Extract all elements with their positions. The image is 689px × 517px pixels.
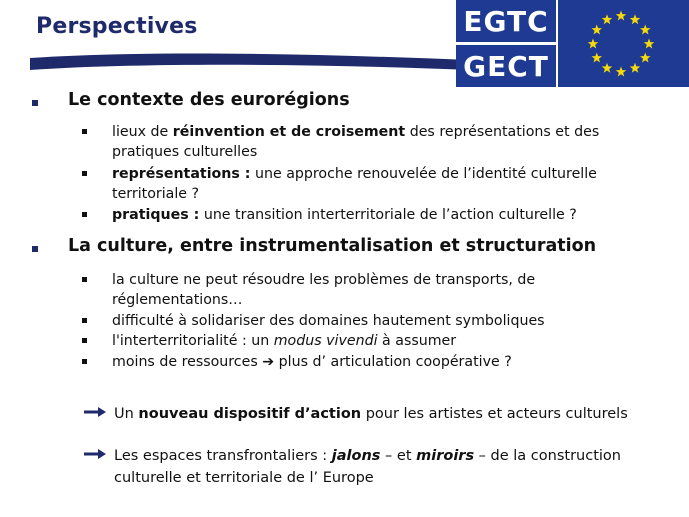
bullet-item [82, 205, 672, 225]
bullet-text: l'interterritorialité : un modus vivendi à assumer [112, 333, 457, 349]
square-bullet-icon [82, 359, 87, 364]
conclusion-item [84, 445, 674, 489]
eu-star-icon [588, 39, 598, 49]
square-bullet-icon [32, 246, 38, 252]
bullet-item [82, 352, 672, 372]
bullet-text: la culture ne peut résoudre les problèmes de transports, de réglementations… [112, 272, 536, 308]
square-bullet-icon [32, 100, 38, 106]
bullet-item [82, 122, 672, 162]
eu-star-icon [616, 67, 626, 77]
eu-star-icon [602, 63, 612, 73]
right-arrow-icon: ➔ [262, 354, 275, 370]
bullet-text: lieux de réinvention et de croisement des représentations et des pratiques culturelles [112, 124, 600, 160]
bullet-item [82, 331, 672, 351]
arrow-right-icon [84, 447, 106, 461]
eu-star-icon [616, 11, 626, 21]
eu-star-icon [592, 53, 602, 63]
square-bullet-icon [82, 318, 87, 323]
bullet-text: représentations : une approche renouvelée de l’identité culturelle territoriale ? [112, 166, 597, 202]
bullet-text: pratiques : une transition interterritoriale de l’action culturelle ? [112, 207, 577, 223]
section-heading-text: La culture, entre instrumentalisation et structuration [68, 236, 597, 256]
section-heading-contexte [32, 90, 350, 110]
bullet-item [82, 164, 672, 204]
conclusion-text: Un nouveau dispositif d’action pour les artistes et acteurs culturels [114, 406, 628, 422]
eu-star-icon [592, 25, 602, 35]
conclusion-text: Les espaces transfrontaliers : jalons – et miroirs – de la construction culturelle et territoriale de l’ Europe [114, 448, 621, 486]
logo-egtc-text: EGTC [456, 0, 556, 42]
square-bullet-icon [82, 212, 87, 217]
bullet-item [82, 270, 672, 310]
eu-star-icon [630, 14, 640, 24]
egtc-logo [456, 0, 689, 87]
square-bullet-icon [82, 277, 87, 282]
square-bullet-icon [82, 129, 87, 134]
eu-star-icon [640, 25, 650, 35]
bullet-text: difficulté à solidariser des domaines hautement symboliques [112, 313, 545, 329]
square-bullet-icon [82, 338, 87, 343]
section-heading-text: Le contexte des eurorégions [68, 90, 350, 110]
square-bullet-icon [82, 171, 87, 176]
eu-star-icon [640, 53, 650, 63]
logo-gect-text: GECT [456, 45, 556, 87]
eu-star-icon [630, 63, 640, 73]
eu-star-icon [602, 14, 612, 24]
section-heading-culture [32, 236, 596, 256]
arrow-right-icon [84, 405, 106, 419]
bullet-text: moins de ressources ➔ plus d’ articulation coopérative ? [112, 354, 512, 370]
eu-flag-icon [558, 0, 689, 87]
bullet-item [82, 311, 672, 331]
page-title: Perspectives [36, 14, 198, 39]
eu-star-icon [644, 39, 654, 49]
conclusion-item [84, 403, 674, 425]
